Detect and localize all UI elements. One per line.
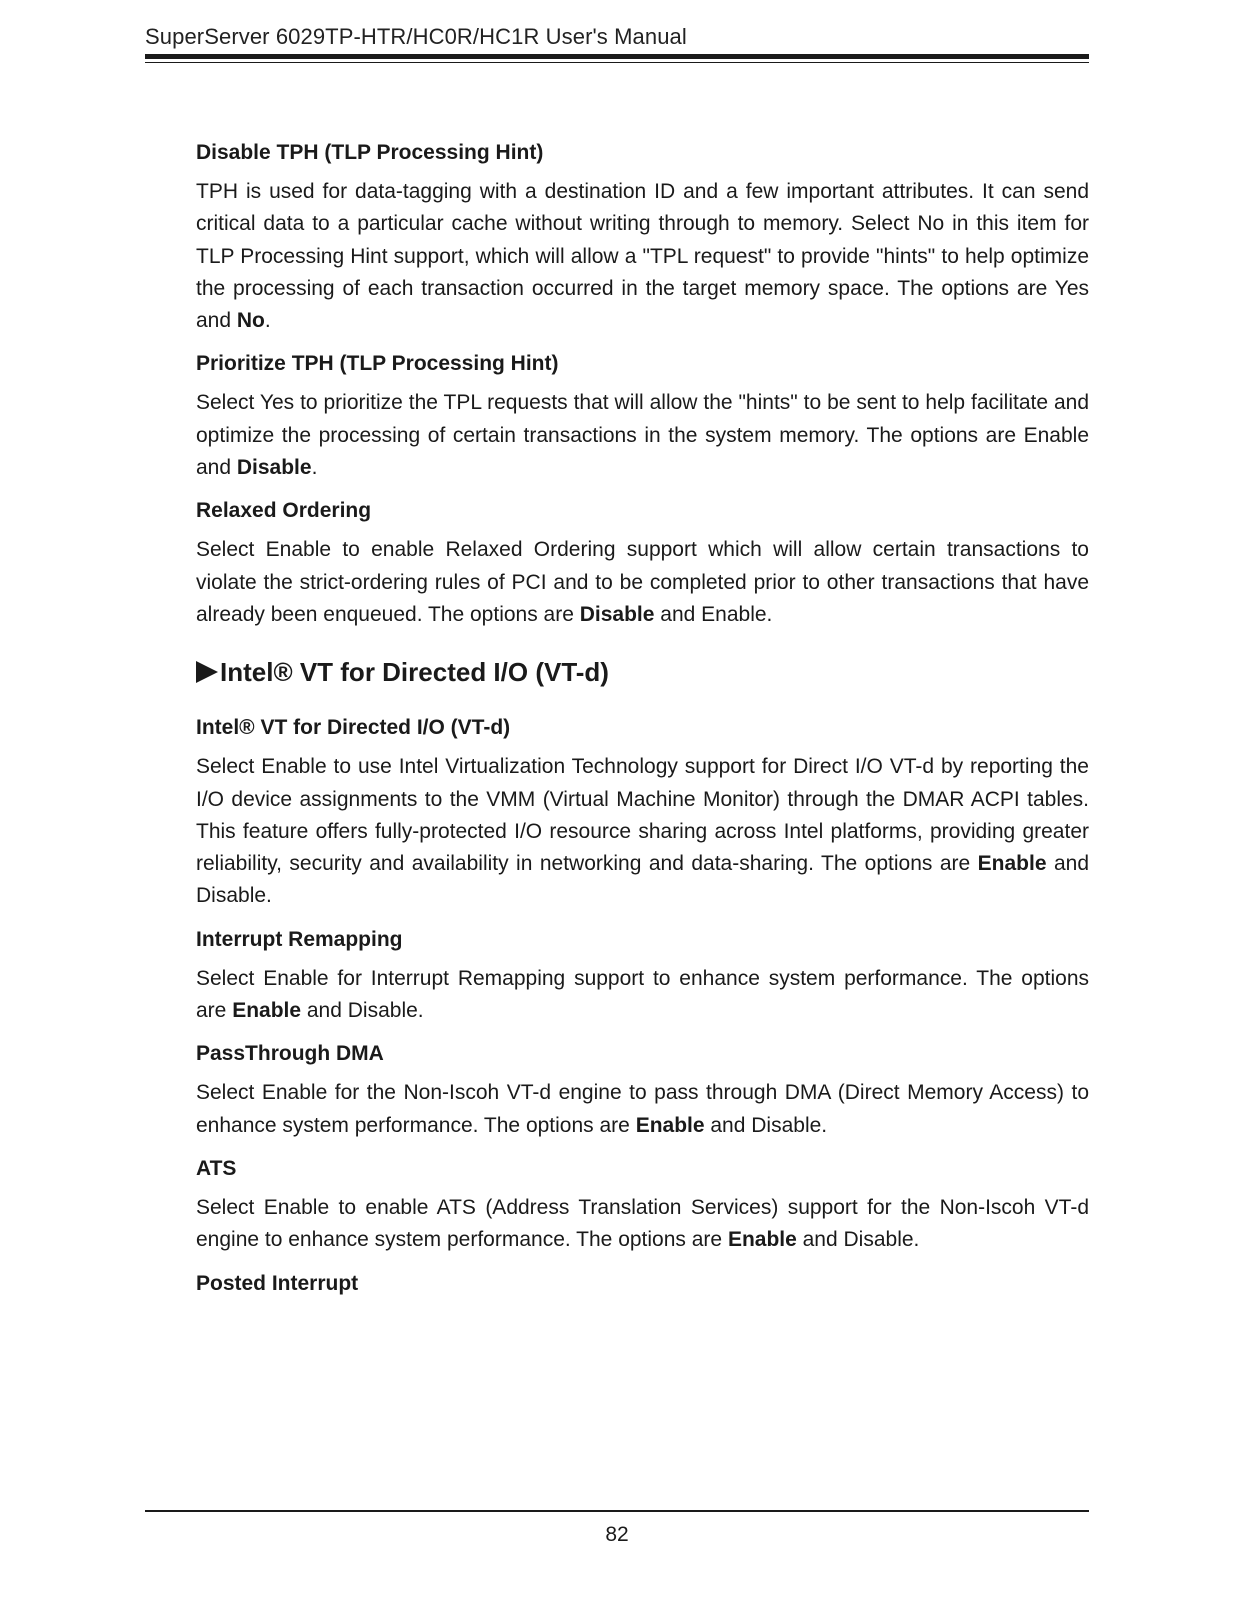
section-posted-interrupt bbox=[196, 1271, 1089, 1297]
item-description: Select Enable for the Non-Iscoh VT-d engine to pass through DMA (Direct Memory Access) to enhance system performance. The options are Enable and Disable. bbox=[196, 1081, 1089, 1137]
item-title: PassThrough DMA bbox=[196, 1042, 384, 1066]
item-title: Intel® VT for Directed I/O (VT-d) bbox=[196, 716, 511, 740]
footer-rule bbox=[145, 1510, 1089, 1512]
right-triangle-arrow-icon bbox=[196, 661, 218, 683]
default-option: Disable bbox=[236, 456, 312, 480]
default-option: Disable bbox=[579, 602, 655, 626]
item-title: ATS bbox=[196, 1156, 237, 1180]
submenu-heading bbox=[196, 657, 1089, 687]
item-title: Posted Interrupt bbox=[196, 1271, 359, 1295]
section-vtd bbox=[196, 715, 1089, 912]
header-rule-thick bbox=[145, 54, 1089, 59]
page-footer bbox=[145, 1510, 1089, 1548]
item-description: Select Enable to enable Relaxed Ordering support which will allow certain transactions to violate the strict-ordering rules of PCI and to be completed prior to other transactions that have already been enqueued. The options are Disable and Enable. bbox=[196, 538, 1089, 626]
page-number: 82 bbox=[605, 1523, 629, 1546]
item-description: Select Enable to use Intel Virtualization Technology support for Direct I/O VT-d by reporting the I/O device assignments to the VMM (Virtual Machine Monitor) through the DMAR ACPI tables. This feature offers fully-protected I/O resource sharing across Intel platforms, providing greater reliability, security and availability in networking and data-sharing. The options are Enable and Disable. bbox=[196, 755, 1089, 908]
item-description: Select Enable for Interrupt Remapping support to enhance system performance. The options are Enable and Disable. bbox=[196, 966, 1089, 1023]
item-title: Disable TPH (TLP Processing Hint) bbox=[196, 141, 544, 164]
item-description: TPH is used for data-tagging with a destination ID and a few important attributes. It can send critical data to a particular cache without writing through to memory. Select No in this item for TLP Processing Hint support, which will allow a "TPL request" to provide "hints" to help optimize the processing of each transaction occurred in the target memory space. The options are Yes and No. bbox=[196, 180, 1089, 333]
section-passthrough-dma bbox=[196, 1041, 1089, 1142]
section-ats bbox=[196, 1156, 1089, 1257]
section-relaxed-ordering bbox=[196, 498, 1089, 631]
default-option: Enable bbox=[977, 852, 1047, 876]
default-option: Enable bbox=[727, 1228, 797, 1252]
section-disable-tph bbox=[196, 140, 1089, 337]
page-content bbox=[196, 140, 1089, 1307]
item-title: Interrupt Remapping bbox=[196, 927, 403, 951]
default-option: Enable bbox=[232, 999, 302, 1023]
item-description: Select Yes to prioritize the TPL requests that will allow the "hints" to be sent to help facilitate and optimize the processing of certain transactions in the system memory. The options are Enable and Disable. bbox=[196, 391, 1089, 480]
header-rule-thin bbox=[145, 62, 1089, 63]
default-option: No bbox=[236, 309, 265, 333]
section-prioritize-tph bbox=[196, 351, 1089, 484]
manual-title: SuperServer 6029TP-HTR/HC0R/HC1R User's Manual bbox=[145, 24, 687, 49]
submenu-heading-text: Intel® VT for Directed I/O (VT-d) bbox=[220, 657, 609, 688]
default-option: Enable bbox=[635, 1113, 705, 1137]
item-title: Prioritize TPH (TLP Processing Hint) bbox=[196, 352, 559, 376]
section-interrupt-remapping bbox=[196, 927, 1089, 1028]
item-title: Relaxed Ordering bbox=[196, 499, 372, 523]
page-header bbox=[145, 24, 1089, 63]
item-description: Select Enable to enable ATS (Address Translation Services) support for the Non-Iscoh VT-d engine to enhance system performance. The options are Enable and Disable. bbox=[196, 1195, 1089, 1252]
